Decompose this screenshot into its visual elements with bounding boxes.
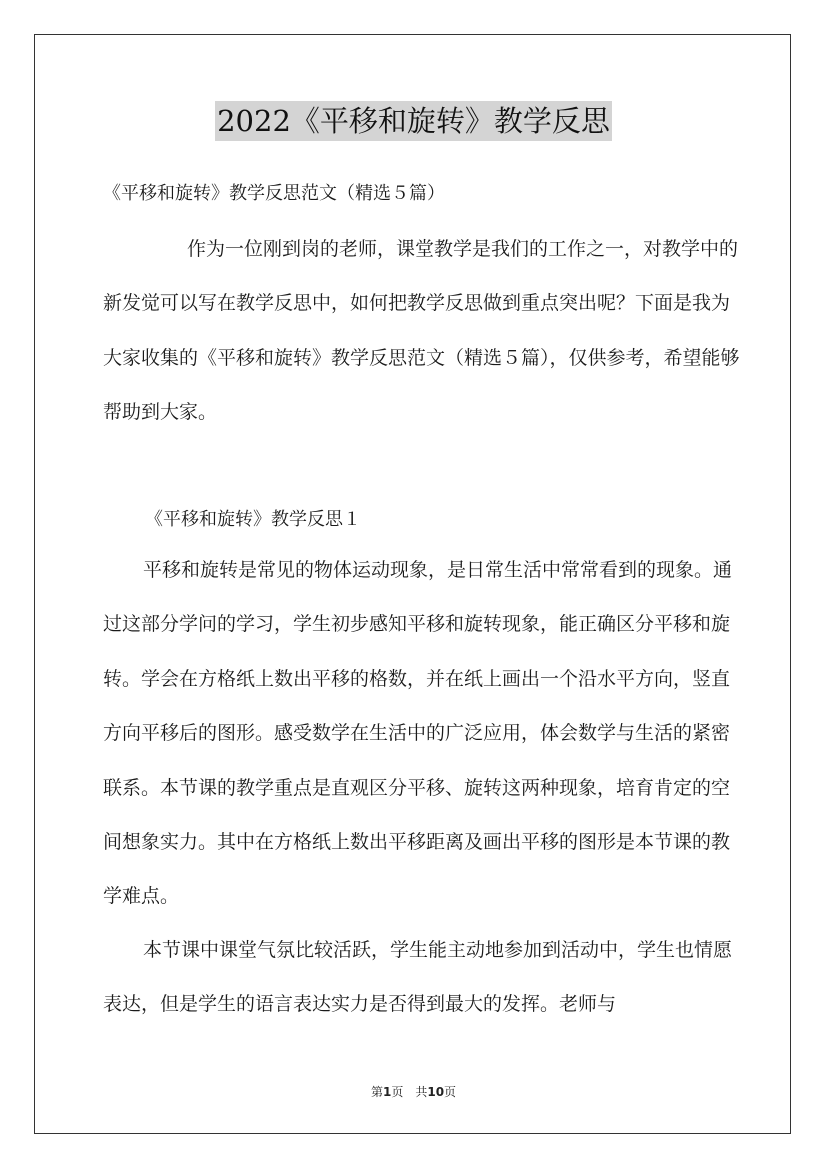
page-total: 10 [427, 1085, 445, 1099]
document-title: 2022《平移和旋转》教学反思 [215, 101, 612, 141]
intro-paragraph: 作为一位刚到岗的老师，课堂教学是我们的工作之一，对教学中的新发觉可以写在教学反思中，如何把教学反思做到重点突出呢？下面是我为大家收集的《平移和旋转》教学反思范文（精选５篇），仅供参考，希望能够帮助到大家。 [103, 238, 740, 424]
page-current: 1 [382, 1085, 392, 1099]
body-paragraph-1: 平移和旋转是常见的物体运动现象，是日常生活中常常看到的现象。通过这部分学问的学习，学生初步感知平移和旋转现象，能正确区分平移和旋转。学会在方格纸上数出平移的格数，并在纸上画出一个沿水平方向，竖直方向平移后的图形。感受数学在生活中的广泛应用，体会数学与生活的紧密联系。本节课的教学重点是直观区分平移、旋转这两种现象，培育肯定的空间想象实力。其中在方格纸上数出平移距离及画出平移的图形是本节课的教学难点。 [103, 559, 733, 908]
page-prefix: 第 [370, 1085, 383, 1099]
total-prefix: 共 [415, 1085, 428, 1099]
page-suffix: 页 [391, 1085, 404, 1099]
document-subtitle: 《平移和旋转》教学反思范文（精选５篇） [103, 183, 445, 204]
page-footer [0, 1084, 827, 1100]
section-heading: 《平移和旋转》教学反思１ [145, 509, 361, 530]
body-paragraph-2: 本节课中课堂气氛比较活跃，学生能主动地参加到活动中，学生也情愿表达，但是学生的语言表达实力是否得到最大的发挥。老师与 [103, 939, 733, 1016]
title-container [0, 101, 827, 141]
total-suffix: 页 [444, 1085, 457, 1099]
